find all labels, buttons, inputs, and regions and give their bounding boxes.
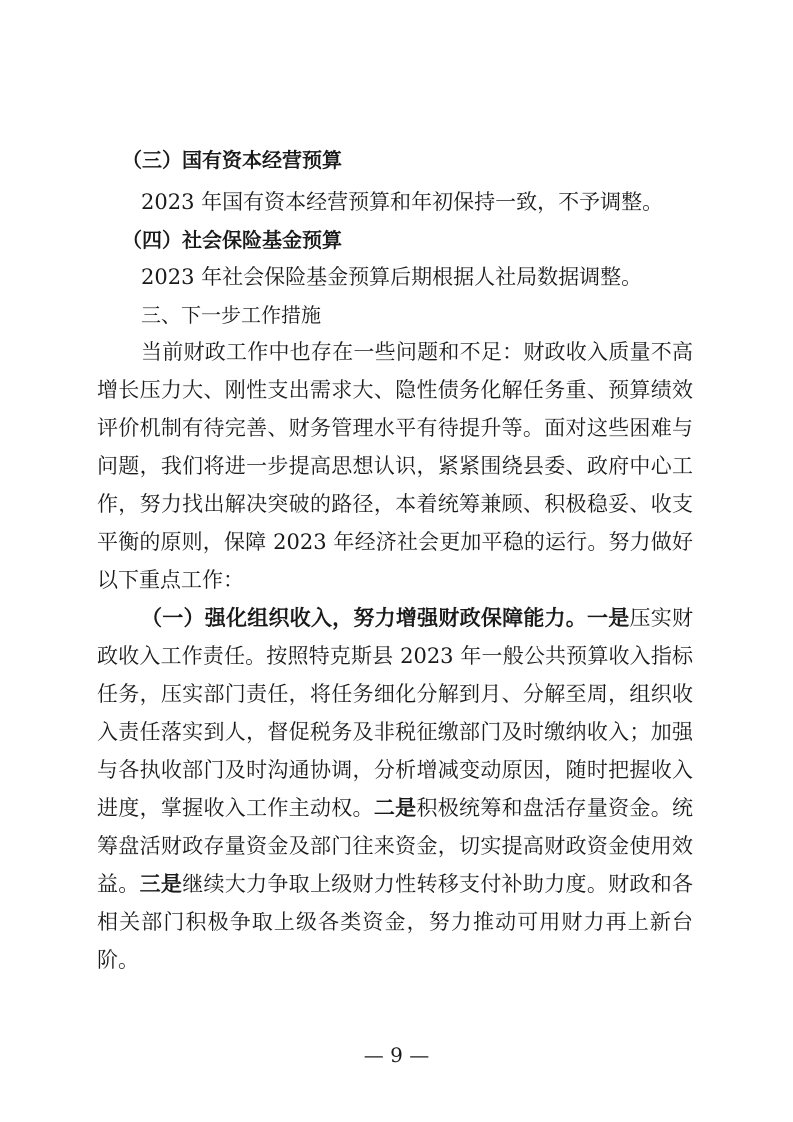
- item1-line1-rest: 压实财: [629, 606, 694, 630]
- intro-line-1: 当前财政工作中也存在一些问题和不足：财政收入质量不高: [141, 340, 693, 364]
- item1-line-8: [97, 864, 693, 904]
- item1-line-4: 入责任落实到人，督促税务及非税征缴部门及时缴纳收入；加强: [97, 720, 693, 744]
- item1-line-7: 筹盘活财政存量资金及部门往来资金，切实提高财政资金使用效: [97, 834, 693, 858]
- item1-title: （一）强化组织收入，努力增强财政保障能力。: [141, 606, 588, 630]
- item1-line-9: 相关部门积极争取上级各类资金，努力推动可用财力再上新台: [97, 910, 693, 934]
- intro-line-3: 评价机制有待完善、财务管理水平有待提升等。面对这些困难与: [97, 416, 693, 440]
- item1-line-10: 阶。: [97, 948, 139, 972]
- item1-line6-text: 进度，掌握收入工作主动权。: [97, 796, 374, 820]
- item1-line6-rest: 积极统筹和盘活存量资金。统: [416, 796, 694, 820]
- item1-line8-start: 益。: [97, 872, 140, 896]
- intro-line-2: 增长压力大、刚性支出需求大、隐性债务化解任务重、预算绩效: [97, 378, 693, 402]
- intro-line-5: 作，努力找出解决突破的路径，本着统筹兼顾、积极稳妥、收支: [97, 492, 693, 516]
- part-heading-next-steps: 三、下一步工作措施: [141, 303, 321, 327]
- item1-marker-3: 三是: [139, 872, 183, 896]
- intro-line-6: 平衡的原则，保障 2023 年经济社会更加平稳的运行。努力做好: [97, 530, 693, 554]
- item1-line-3: 任务，压实部门责任，将任务细化分解到月、分解至周，组织收: [97, 682, 693, 706]
- item1-line-2: 政收入工作责任。按照特克斯县 2023 年一般公共预算收入指标: [97, 644, 693, 668]
- section-heading-social-insurance-budget: （四）社会保险基金预算: [122, 228, 342, 252]
- item1-line-6: [97, 788, 693, 828]
- section-heading-state-capital-budget: （三）国有资本经营预算: [122, 148, 342, 172]
- item1-line-5: 与各执收部门及时沟通协调，分析增减变动原因，随时把握收入: [97, 758, 693, 782]
- intro-line-4: 问题，我们将进一步提高思想认识，紧紧围绕县委、政府中心工: [97, 454, 693, 478]
- paragraph-social-insurance-budget: 2023 年社会保险基金预算后期根据人社局数据调整。: [141, 265, 643, 289]
- item1-marker-1: 一是: [587, 606, 630, 630]
- item1-line8-rest: 继续大力争取上级财力性转移支付补助力度。财政和各: [182, 872, 694, 896]
- paragraph-state-capital-budget: 2023 年国有资本经营预算和年初保持一致，不予调整。: [141, 190, 664, 214]
- item1-marker-2: 二是: [373, 796, 417, 820]
- item1-first-line: [141, 598, 693, 638]
- page-number: — 9 —: [363, 1043, 430, 1067]
- intro-line-7: 以下重点工作：: [97, 568, 244, 592]
